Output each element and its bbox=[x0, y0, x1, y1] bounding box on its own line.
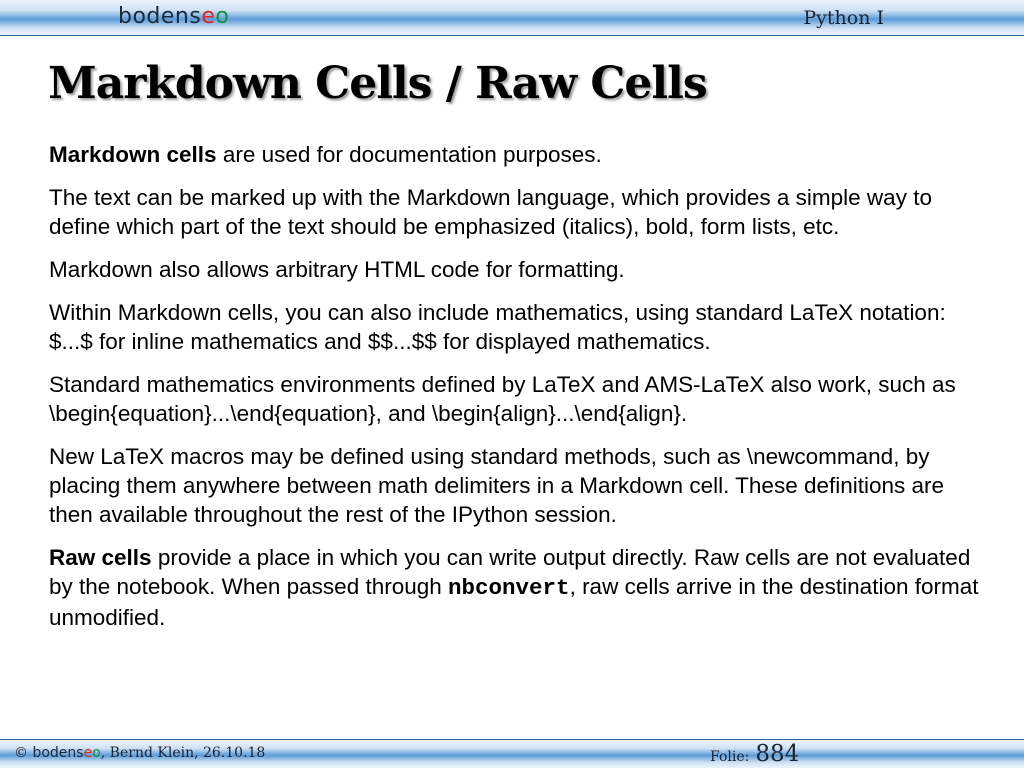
slide-title: Markdown Cells / Raw Cells bbox=[48, 58, 707, 109]
footer-credit: © bodenseo, Bernd Klein, 26.10.18 bbox=[14, 745, 266, 761]
paragraph-raw-cells: Raw cells provide a place in which you can write output directly. Raw cells are not evaluated by the notebook. When passed through nbconvert, raw cells arrive in the destination format unmodified. bbox=[49, 545, 979, 630]
slide-content bbox=[49, 140, 979, 646]
paragraph-html: Markdown also allows arbitrary HTML code for formatting. bbox=[49, 257, 625, 282]
paragraph-ams-latex: Standard mathematics environments defined by LaTeX and AMS-LaTeX also work, such as \begin{equation}...\end{equation}, and \begin{align}...\end{align}. bbox=[49, 372, 956, 426]
footer-bar bbox=[0, 739, 1024, 768]
bodenseo-logo: bodenseo bbox=[118, 4, 230, 29]
slide-number: Folie: 884 bbox=[710, 741, 800, 767]
bodenseo-logo-small: bodenseo bbox=[32, 745, 101, 761]
code-nbconvert: nbconvert bbox=[448, 575, 570, 601]
header-bar bbox=[0, 0, 1024, 36]
paragraph-latex-math: Within Markdown cells, you can also include mathematics, using standard LaTeX notation: $...$ for inline mathematics and $$...$$ for displayed mathematics. bbox=[49, 300, 946, 354]
course-title: Python I bbox=[803, 7, 884, 29]
paragraph-macros: New LaTeX macros may be defined using standard methods, such as \newcommand, by placing them anywhere between math delimiters in a Markdown cell. These definitions are then available throughout the rest of the IPython session. bbox=[49, 444, 945, 527]
paragraph-markdown-language: The text can be marked up with the Markdown language, which provides a simple way to define which part of the text should be emphasized (italics), bold, form lists, etc. bbox=[49, 185, 932, 239]
paragraph-markdown-cells: Markdown cells are used for documentation purposes. bbox=[49, 142, 602, 167]
